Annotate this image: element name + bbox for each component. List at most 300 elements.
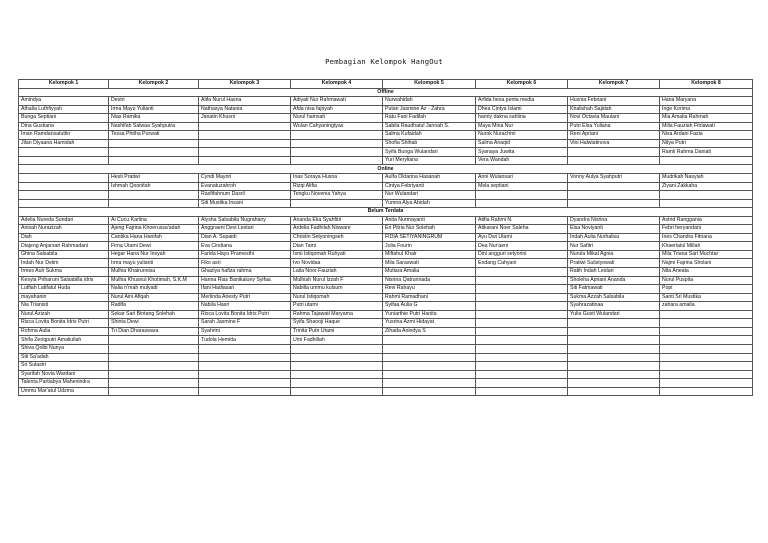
- member-cell: Nurul Aini Afiqah: [109, 293, 199, 302]
- member-cell: Inas Soraya Husna: [291, 174, 383, 183]
- member-cell: [383, 344, 476, 353]
- member-cell: [383, 370, 476, 379]
- member-cell: Irma mayu yulianti: [109, 259, 199, 268]
- member-cell: Nita Aneata: [660, 268, 753, 277]
- member-cell: [476, 199, 568, 208]
- member-cell: [19, 174, 109, 183]
- member-cell: Syahrini: [199, 327, 291, 336]
- member-cell: Vini Halwiatinova: [568, 139, 660, 148]
- member-cell: Cyndi Mayori: [199, 174, 291, 183]
- member-cell: Najmi Fajrina Sholani: [660, 259, 753, 268]
- member-cell: Atifia Rahmi N.: [476, 216, 568, 225]
- member-cell: Putri Elsa Yuliana: [568, 122, 660, 131]
- member-cell: [19, 199, 109, 208]
- member-cell: Inge Korima: [660, 105, 753, 114]
- member-cell: Mudrikah Nasyiah: [660, 174, 753, 183]
- member-cell: Husnia Febriani: [568, 97, 660, 106]
- member-cell: Dina Gustiana: [19, 122, 109, 131]
- member-cell: [568, 370, 660, 379]
- member-cell: Adelia Nureda Sundari: [19, 216, 109, 225]
- member-cell: Nathasya Natania: [199, 105, 291, 114]
- member-cell: Dea Nur'aeni: [476, 242, 568, 251]
- member-cell: Kesyia Priharuni Salsabilla idris: [19, 276, 109, 285]
- member-cell: Ratu Fani Fadilah: [383, 114, 476, 123]
- member-cell: Sabila Raudhatul Jannah S.: [383, 122, 476, 131]
- member-cell: Ayu Dwi Utami: [476, 233, 568, 242]
- member-cell: Firna Utami Dewi: [109, 242, 199, 251]
- member-cell: Alifa Nurul Hasna: [199, 97, 291, 106]
- member-cell: [476, 310, 568, 319]
- member-cell: Hanna Rias Banikaluey Syifaa: [199, 276, 291, 285]
- member-cell: Mila Triana Sari Muchtar: [660, 250, 753, 259]
- section-row: [19, 88, 753, 97]
- member-cell: Reni Apriani: [568, 131, 660, 140]
- member-cell: [568, 156, 660, 165]
- member-cell: Adiyati Nur Rahmawati: [291, 97, 383, 106]
- table-row: [19, 122, 753, 131]
- member-cell: Endang Cahyani: [476, 259, 568, 268]
- member-cell: Shifa Zeriqputri Amaliullah: [19, 336, 109, 345]
- member-cell: [291, 148, 383, 157]
- member-cell: Santi Sri Mustika: [660, 293, 753, 302]
- member-cell: [476, 336, 568, 345]
- member-cell: Rasfifahnum Dasril: [199, 191, 291, 200]
- member-cell: Tudola Hemida: [199, 336, 291, 345]
- member-cell: Eva Cindiana: [199, 242, 291, 251]
- member-cell: Syifa Shaooji Haque: [291, 319, 383, 328]
- member-cell: [109, 370, 199, 379]
- member-cell: Ghaziya hafiza rahma: [199, 268, 291, 277]
- member-cell: [109, 344, 199, 353]
- member-cell: Syarifah Novia Wardani: [19, 370, 109, 379]
- member-cell: Irma Mayu Yulianti: [109, 105, 199, 114]
- table-row: [19, 182, 753, 191]
- member-cell: Eri Pitria Nur Solehah: [383, 225, 476, 234]
- member-cell: [199, 370, 291, 379]
- member-cell: Aulfa Oktarina Hasanah: [383, 174, 476, 183]
- member-cell: [19, 191, 109, 200]
- section-row: [19, 165, 753, 174]
- member-cell: [660, 336, 753, 345]
- member-cell: [109, 148, 199, 157]
- column-header: Kelompok 5: [383, 80, 476, 89]
- member-cell: [109, 362, 199, 371]
- section-label: Belum Terdata: [19, 208, 753, 217]
- member-cell: [568, 191, 660, 200]
- member-cell: [291, 353, 383, 362]
- member-cell: [660, 344, 753, 353]
- member-cell: Syahrazatinaa: [568, 302, 660, 311]
- table-row: [19, 148, 753, 157]
- member-cell: [109, 156, 199, 165]
- member-cell: Indah Aulia Nurhalisa: [568, 233, 660, 242]
- member-cell: Hegar Hana Nur Insyah: [109, 250, 199, 259]
- table-row: [19, 242, 753, 251]
- table-row: [19, 139, 753, 148]
- table-row: [19, 199, 753, 208]
- member-cell: [109, 336, 199, 345]
- member-cell: [291, 362, 383, 371]
- member-cell: Sukma Azzah Salsabila: [568, 293, 660, 302]
- member-cell: Cantika Hana Hanifah: [109, 233, 199, 242]
- member-cell: [199, 344, 291, 353]
- table-row: [19, 131, 753, 140]
- member-cell: Mulhia Khusnul Khotimah, S.K.M: [109, 276, 199, 285]
- member-cell: Vonny Aulya Syahputri: [568, 174, 660, 183]
- table-row: [19, 293, 753, 302]
- member-cell: [476, 370, 568, 379]
- member-cell: [476, 379, 568, 388]
- member-cell: Mela septiani: [476, 182, 568, 191]
- table-row: [19, 276, 753, 285]
- table-row: [19, 327, 753, 336]
- member-cell: [660, 387, 753, 396]
- member-cell: Laila Noor Fauziah: [291, 268, 383, 277]
- member-cell: [291, 370, 383, 379]
- page-title: Pembagian Kelompok HangOut: [325, 57, 443, 66]
- member-cell: Bunga Septiani: [19, 114, 109, 123]
- member-cell: Tri Dian Dharaswara: [109, 327, 199, 336]
- member-cell: Ummu Mar'atul Udzma: [19, 387, 109, 396]
- table-row: [19, 310, 753, 319]
- member-cell: Ardelia Fadhilah Nisware: [291, 225, 383, 234]
- member-cell: Ivo Novidaa: [291, 259, 383, 268]
- member-cell: Nurok Nurachmi: [476, 131, 568, 140]
- member-cell: [291, 379, 383, 388]
- member-cell: [199, 148, 291, 157]
- member-cell: Evanatuzahroh: [199, 182, 291, 191]
- table-row: [19, 105, 753, 114]
- member-cell: Syanaya Juwita: [476, 148, 568, 157]
- member-cell: Nalia n'mah mulyadi: [109, 285, 199, 294]
- column-header: Kelompok 7: [568, 80, 660, 89]
- member-cell: [291, 156, 383, 165]
- member-cell: [383, 379, 476, 388]
- member-cell: Zihada Anindya S: [383, 327, 476, 336]
- section-row: [19, 208, 753, 217]
- member-cell: Mulhiah Nurul Izzah F: [291, 276, 383, 285]
- member-cell: [19, 148, 109, 157]
- table-row: [19, 216, 753, 225]
- table-row: [19, 344, 753, 353]
- table-row: [19, 259, 753, 268]
- member-cell: Popi: [660, 285, 753, 294]
- member-cell: [383, 336, 476, 345]
- member-cell: FIDIA SETIYANINGRUM: [383, 233, 476, 242]
- member-cell: Nabilla ummu kulsum: [291, 285, 383, 294]
- column-header: Kelompok 2: [109, 80, 199, 89]
- member-cell: [568, 319, 660, 328]
- member-cell: [383, 387, 476, 396]
- member-cell: [568, 344, 660, 353]
- member-cell: Putri utami: [291, 302, 383, 311]
- member-cell: Nisa Ardani Fazia: [660, 131, 753, 140]
- member-cell: Mia Amalia Rahmah: [660, 114, 753, 123]
- member-cell: Sekar Sari Bintang Solehah: [109, 310, 199, 319]
- table-row: [19, 370, 753, 379]
- member-cell: Dini angguri setyorini: [476, 250, 568, 259]
- member-cell: [660, 310, 753, 319]
- member-cell: Syifa Bunga Wulandari: [383, 148, 476, 157]
- member-cell: [660, 156, 753, 165]
- member-cell: [568, 336, 660, 345]
- member-cell: mayahanin: [19, 293, 109, 302]
- member-cell: Afda nisa fajriyah: [291, 105, 383, 114]
- member-cell: Dhea Cintya Islami: [476, 105, 568, 114]
- member-cell: [476, 319, 568, 328]
- member-cell: [660, 319, 753, 328]
- member-cell: [383, 353, 476, 362]
- member-cell: Yusrina Azmi Hidayat: [383, 319, 476, 328]
- member-cell: [660, 191, 753, 200]
- member-cell: [476, 353, 568, 362]
- member-cell: [199, 156, 291, 165]
- member-cell: [568, 327, 660, 336]
- member-cell: Risca Lovita Bonita Idris Putri: [19, 319, 109, 328]
- table-row: [19, 387, 753, 396]
- member-cell: Shinta Dewi: [109, 319, 199, 328]
- member-cell: Anni Wulansari: [476, 174, 568, 183]
- member-cell: Ziyani Zakkaha: [660, 182, 753, 191]
- member-cell: Nia Trianisti: [19, 302, 109, 311]
- member-cell: [568, 353, 660, 362]
- member-cell: [19, 182, 109, 191]
- member-cell: Revi Rahayu: [383, 285, 476, 294]
- member-cell: [476, 344, 568, 353]
- member-cell: [109, 191, 199, 200]
- member-cell: Irmes Aulr Sukma: [19, 268, 109, 277]
- table-row: [19, 225, 753, 234]
- member-cell: Febri heryandani: [660, 225, 753, 234]
- member-cell: Syifaa Aulia G: [383, 302, 476, 311]
- column-header: Kelompok 4: [291, 80, 383, 89]
- table-row: [19, 174, 753, 183]
- member-cell: Ratih Indah Lestari: [568, 268, 660, 277]
- member-cell: Atikarani Noer Saleha: [476, 225, 568, 234]
- member-cell: Janatin Khusni: [199, 114, 291, 123]
- member-cell: [291, 131, 383, 140]
- member-cell: Dian Tami: [291, 242, 383, 251]
- member-cell: Alysha Salsabila Nugrahany: [199, 216, 291, 225]
- member-cell: Nurul Azizah: [19, 310, 109, 319]
- member-cell: Cintya Febriyanti: [383, 182, 476, 191]
- member-cell: [199, 387, 291, 396]
- member-cell: [476, 302, 568, 311]
- member-cell: Vera Wandah: [476, 156, 568, 165]
- member-cell: Umi Fadhillah: [291, 336, 383, 345]
- member-cell: Rizqi Alifia: [291, 182, 383, 191]
- member-cell: [199, 131, 291, 140]
- member-cell: [476, 327, 568, 336]
- member-cell: [476, 387, 568, 396]
- member-cell: Siti Sa'adah: [19, 353, 109, 362]
- table-row: [19, 285, 753, 294]
- table-row: [19, 156, 753, 165]
- member-cell: Miftahul Khair: [383, 250, 476, 259]
- member-cell: [291, 387, 383, 396]
- member-cell: [568, 362, 660, 371]
- member-cell: Nurul Istiqomah: [291, 293, 383, 302]
- member-cell: Jilan Diyaana Hamidah: [19, 139, 109, 148]
- header-row: [19, 80, 753, 89]
- table-row: [19, 379, 753, 388]
- member-cell: Yumna Alya Abidah: [383, 199, 476, 208]
- member-cell: Nurwahidah: [383, 97, 476, 106]
- member-cell: [476, 276, 568, 285]
- member-cell: hanny dakna sahlina: [476, 114, 568, 123]
- member-cell: [109, 139, 199, 148]
- member-cell: Maya Mina Nur: [476, 122, 568, 131]
- member-cell: Nitya Putri: [660, 139, 753, 148]
- member-cell: Yuniarthie Putri Hanita: [383, 310, 476, 319]
- member-cell: Anita Nurmayanti: [383, 216, 476, 225]
- member-cell: [476, 285, 568, 294]
- member-cell: Indah Nur Delim: [19, 259, 109, 268]
- member-cell: Sholeha Apriani Ananda: [568, 276, 660, 285]
- member-cell: Christin Setyoningseh: [291, 233, 383, 242]
- group-table: [18, 79, 753, 396]
- member-cell: Trinita Putri Utami: [291, 327, 383, 336]
- member-cell: [109, 199, 199, 208]
- member-cell: Nur Safitri: [568, 242, 660, 251]
- member-cell: Ananda Eka Syahfitri: [291, 216, 383, 225]
- member-cell: Sri Sulastri: [19, 362, 109, 371]
- member-cell: Merlinda Ariesty Putri: [199, 293, 291, 302]
- member-cell: [383, 362, 476, 371]
- member-cell: Nurul hamsah: [291, 114, 383, 123]
- member-cell: [660, 362, 753, 371]
- member-cell: Rohma Aulia: [19, 327, 109, 336]
- member-cell: Destri: [109, 97, 199, 106]
- table-row: [19, 319, 753, 328]
- member-cell: [568, 379, 660, 388]
- member-cell: Ishmah Qoonitah: [109, 182, 199, 191]
- member-cell: Ajeng Fajrina Khoerussa'adah: [109, 225, 199, 234]
- member-cell: Novi Octavia Maulani: [568, 114, 660, 123]
- member-cell: Dyandra Nisrina: [568, 216, 660, 225]
- table-row: [19, 268, 753, 277]
- member-cell: [199, 362, 291, 371]
- member-cell: [199, 122, 291, 131]
- group-table-body: [19, 80, 753, 396]
- member-cell: Ai Cucu Karlina: [109, 216, 199, 225]
- member-cell: [568, 182, 660, 191]
- member-cell: [199, 379, 291, 388]
- member-cell: [476, 191, 568, 200]
- member-cell: [291, 199, 383, 208]
- member-cell: Risca Lovita Bonita Idris Putri: [199, 310, 291, 319]
- member-cell: Farida Hayu Pramesthi: [199, 250, 291, 259]
- member-cell: Julia Fourin: [383, 242, 476, 251]
- member-cell: Yuri Meryliana: [383, 156, 476, 165]
- member-cell: Diajeng Anjarsari Rahmadani: [19, 242, 109, 251]
- member-cell: Khalishah Sajidah: [568, 105, 660, 114]
- table-row: [19, 250, 753, 259]
- member-cell: Salma Anaqid: [476, 139, 568, 148]
- member-cell: [568, 387, 660, 396]
- member-cell: [476, 293, 568, 302]
- member-cell: [476, 362, 568, 371]
- member-cell: Yulia Gusti Wulandari: [568, 310, 660, 319]
- member-cell: [109, 379, 199, 388]
- member-cell: Pratiwi Sulistyowati: [568, 259, 660, 268]
- member-cell: Mila Saraswati: [383, 259, 476, 268]
- member-cell: Sarah Jasmine F: [199, 319, 291, 328]
- member-cell: Elsa Noviyanti: [568, 225, 660, 234]
- member-cell: Rahmi Ramadhani: [383, 293, 476, 302]
- member-cell: zahara amalia: [660, 302, 753, 311]
- member-cell: Anggraeni Devi Lestari: [199, 225, 291, 234]
- member-cell: [660, 379, 753, 388]
- member-cell: Nashifah Salwaa Syahputra: [109, 122, 199, 131]
- member-cell: Tengku Novenia Yahya: [291, 191, 383, 200]
- table-row: [19, 353, 753, 362]
- member-cell: Nurula Mikal Agnia: [568, 250, 660, 259]
- member-cell: [109, 353, 199, 362]
- member-cell: [660, 327, 753, 336]
- member-cell: [568, 148, 660, 157]
- member-cell: [660, 353, 753, 362]
- member-cell: [568, 199, 660, 208]
- member-cell: Siti Mustika Insani: [199, 199, 291, 208]
- table-row: [19, 302, 753, 311]
- member-cell: Khaerlatul Millah: [660, 242, 753, 251]
- member-cell: Lutfiah Latifatul Huda: [19, 285, 109, 294]
- member-cell: [19, 156, 109, 165]
- member-cell: Amindya: [19, 97, 109, 106]
- member-cell: Putan Jasmine Az - Zahra: [383, 105, 476, 114]
- member-cell: Hesti Pratiwi: [109, 174, 199, 183]
- member-cell: [291, 139, 383, 148]
- column-header: Kelompok 1: [19, 80, 109, 89]
- member-cell: Mulhia Khairunnisa: [109, 268, 199, 277]
- member-cell: Ghina Salsabila: [19, 250, 109, 259]
- member-cell: Mutiara Amalia: [383, 268, 476, 277]
- member-cell: Iman Ramdansatuttin: [19, 131, 109, 140]
- member-cell: Ismi Istiqomah Ruhyati: [291, 250, 383, 259]
- table-row: [19, 362, 753, 371]
- section-label: Online: [19, 165, 753, 174]
- member-cell: Astrid Ranggania: [660, 216, 753, 225]
- member-cell: Nias Ramika: [109, 114, 199, 123]
- table-row: [19, 97, 753, 106]
- member-cell: Milla Fauziah Fitriawati: [660, 122, 753, 131]
- section-label: Offline: [19, 88, 753, 97]
- member-cell: Nisrina Qatrunnada: [383, 276, 476, 285]
- member-cell: Diah: [19, 233, 109, 242]
- member-cell: Ines Chandra Fitriana: [660, 233, 753, 242]
- member-cell: Dian A. Supaidi: [199, 233, 291, 242]
- member-cell: [199, 139, 291, 148]
- member-cell: Ramli Rahma Daniati: [660, 148, 753, 157]
- member-cell: Ifani Hadiasari: [199, 285, 291, 294]
- member-cell: Shiva Qolbi Nunya: [19, 344, 109, 353]
- member-cell: [291, 344, 383, 353]
- member-cell: Tessa Phitha Purwati: [109, 131, 199, 140]
- member-cell: Shofia Shihab: [383, 139, 476, 148]
- member-cell: [660, 370, 753, 379]
- member-cell: Nabila Hasri: [199, 302, 291, 311]
- member-cell: Anisah Nurazizah: [19, 225, 109, 234]
- member-cell: Nur Wulandari: [383, 191, 476, 200]
- table-row: [19, 336, 753, 345]
- column-header: Kelompok 3: [199, 80, 291, 89]
- member-cell: Talenta Partiabya Mahenindra: [19, 379, 109, 388]
- member-cell: [476, 268, 568, 277]
- table-row: [19, 114, 753, 123]
- member-cell: Fiko asri: [199, 259, 291, 268]
- column-header: Kelompok 6: [476, 80, 568, 89]
